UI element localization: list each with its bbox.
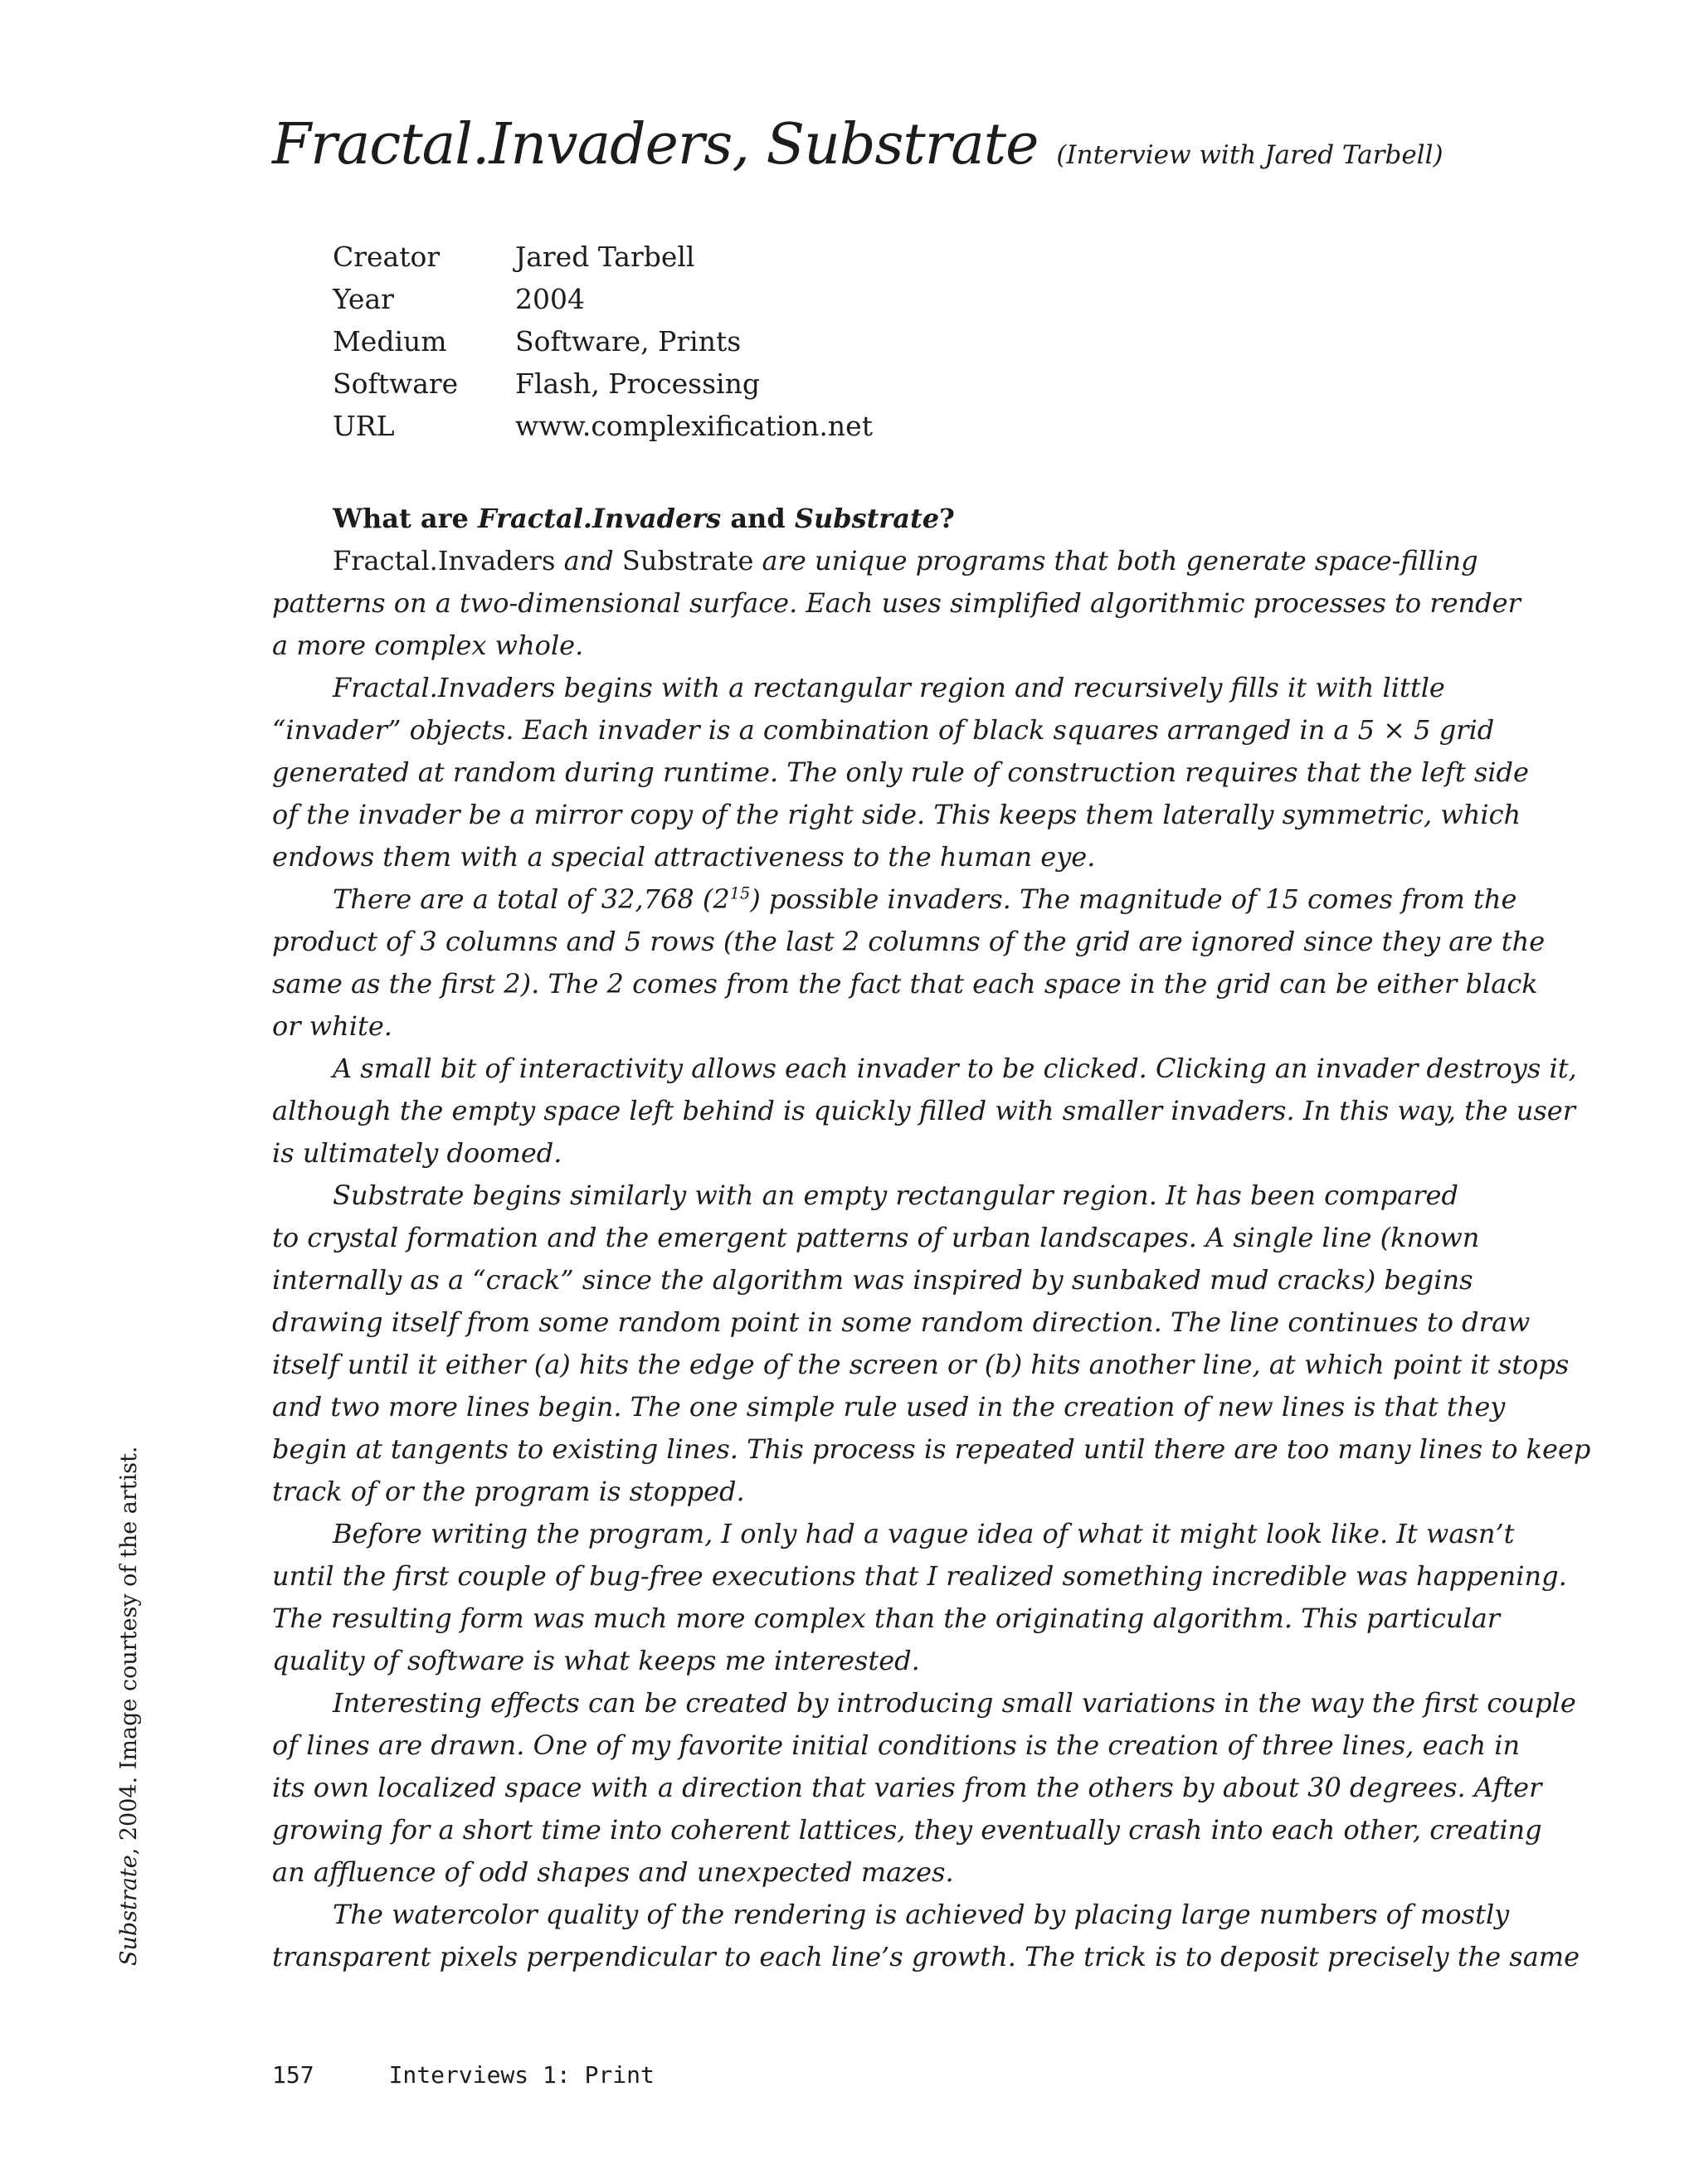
answer-line: transparent pixels perpendicular to each line’s growth. The trick is to deposit precisely the same bbox=[272, 1941, 1580, 1972]
answer-line bbox=[272, 540, 1516, 582]
page-number: 157 bbox=[272, 2061, 314, 2089]
answer-line: Before writing the program, I only had a vague idea of what it might look like. It wasn’t bbox=[333, 1518, 1515, 1549]
interview-question bbox=[333, 498, 1516, 540]
section-title: Interviews 1: Print bbox=[388, 2061, 655, 2089]
answer-line: until the first couple of bug-free executions that I realized something incredible was happening. bbox=[272, 1560, 1567, 1592]
answer-line: endows them with a special attractiveness to the human eye. bbox=[272, 841, 1096, 873]
answer-line: itself until it either (a) hits the edge of the screen or (b) hits another line, at which point it stops bbox=[272, 1349, 1570, 1380]
metadata-value: Jared Tarbell bbox=[515, 241, 695, 273]
answer-text: are unique programs that both generate space-filling bbox=[753, 545, 1478, 576]
page-header bbox=[272, 112, 1443, 178]
answer-line: Fractal.Invaders begins with a rectangular region and recursively fills it with little bbox=[333, 672, 1445, 703]
metadata-key: Medium bbox=[333, 325, 447, 358]
caption-work-title: Substrate bbox=[116, 1855, 142, 1966]
answer-line: patterns on a two-dimensional surface. Each uses simplified algorithmic processes to render bbox=[272, 587, 1521, 619]
answer-line: or white. bbox=[272, 1010, 392, 1042]
metadata-value: Software, Prints bbox=[515, 325, 742, 358]
answer-text: There are a total of 32,768 (2 bbox=[333, 883, 730, 915]
metadata-row bbox=[333, 320, 873, 362]
answer-line: same as the first 2). The 2 comes from the fact that each space in the grid can be either black bbox=[272, 968, 1538, 1000]
metadata-row bbox=[333, 236, 873, 278]
answer-line: begin at tangents to existing lines. This process is repeated until there are too many lines to keep bbox=[272, 1433, 1591, 1465]
answer-line: a more complex whole. bbox=[272, 630, 584, 661]
metadata-table bbox=[333, 236, 873, 447]
metadata-key: Software bbox=[333, 367, 459, 400]
question-text: and bbox=[721, 503, 795, 534]
question-work-title: Fractal.Invaders bbox=[477, 503, 722, 534]
metadata-key: Creator bbox=[333, 241, 441, 273]
answer-line: A small bit of interactivity allows each invader to be clicked. Clicking an invader destroys it, bbox=[333, 1053, 1577, 1084]
metadata-row bbox=[333, 405, 873, 447]
image-credit-caption bbox=[116, 1446, 142, 1966]
interview-body bbox=[272, 498, 1591, 1978]
question-text: What are bbox=[333, 503, 478, 534]
answer-line: of the invader be a mirror copy of the right side. This keeps them laterally symmetric, which bbox=[272, 799, 1521, 830]
metadata-key: Year bbox=[333, 283, 394, 315]
metadata-value: www.complexification.net bbox=[515, 410, 873, 442]
answer-line: generated at random during runtime. The only rule of construction requires that the left side bbox=[272, 756, 1529, 788]
answer-line: “invader” objects. Each invader is a combination of black squares arranged in a 5 × 5 grid bbox=[272, 714, 1495, 746]
answer-text: and bbox=[555, 545, 622, 576]
page-subtitle: (Interview with Jared Tarbell) bbox=[1056, 140, 1443, 170]
answer-line: of lines are drawn. One of my favorite initial conditions is the creation of three lines, each in bbox=[272, 1729, 1521, 1761]
caption-text: , 2004. Image courtesy of the artist. bbox=[116, 1446, 142, 1856]
page-title: Fractal.Invaders, Substrate bbox=[272, 112, 1039, 178]
work-title: Substrate bbox=[621, 545, 754, 576]
metadata-value: 2004 bbox=[515, 283, 585, 315]
answer-line: product of 3 columns and 5 rows (the last 2 columns of the grid are ignored since they are the bbox=[272, 926, 1546, 957]
metadata-row bbox=[333, 278, 873, 320]
answer-line: track of or the program is stopped. bbox=[272, 1476, 745, 1507]
metadata-key: URL bbox=[333, 410, 395, 442]
question-work-title: Substrate bbox=[794, 503, 940, 534]
answer-line: an affluence of odd shapes and unexpected mazes. bbox=[272, 1856, 954, 1888]
answer-line: is ultimately doomed. bbox=[272, 1137, 562, 1169]
answer-line: growing for a short time into coherent lattices, they eventually crash into each other, creating bbox=[272, 1814, 1542, 1846]
answer-line: Substrate begins similarly with an empty rectangular region. It has been compared bbox=[333, 1180, 1458, 1211]
page-footer bbox=[272, 2061, 655, 2089]
answer-text: ) possible invaders. The magnitude of 15 comes from the bbox=[750, 883, 1517, 915]
metadata-row bbox=[333, 362, 873, 405]
answer-line: its own localized space with a direction that varies from the others by about 30 degrees. After bbox=[272, 1772, 1542, 1803]
work-title: Fractal.Invaders bbox=[333, 545, 556, 576]
answer-line: to crystal formation and the emergent patterns of urban landscapes. A single line (known bbox=[272, 1222, 1480, 1253]
answer-line: drawing itself from some random point in some random direction. The line continues to draw bbox=[272, 1306, 1531, 1338]
answer-line: The watercolor quality of the rendering is achieved by placing large numbers of mostly bbox=[333, 1899, 1510, 1930]
metadata-value: Flash, Processing bbox=[515, 367, 760, 400]
superscript: 15 bbox=[729, 883, 751, 903]
answer-line: although the empty space left behind is quickly filled with smaller invaders. In this way, the user bbox=[272, 1095, 1575, 1126]
answer-line: and two more lines begin. The one simple rule used in the creation of new lines is that they bbox=[272, 1391, 1506, 1423]
answer-line: Interesting effects can be created by introducing small variations in the way the first couple bbox=[333, 1687, 1576, 1719]
question-text: ? bbox=[939, 503, 955, 534]
answer-line bbox=[272, 878, 1516, 921]
answer-line: The resulting form was much more complex than the originating algorithm. This particular bbox=[272, 1603, 1501, 1634]
answer-line: quality of software is what keeps me interested. bbox=[272, 1645, 920, 1676]
answer-line: internally as a “crack” since the algorithm was inspired by sunbaked mud cracks) begins bbox=[272, 1264, 1473, 1296]
